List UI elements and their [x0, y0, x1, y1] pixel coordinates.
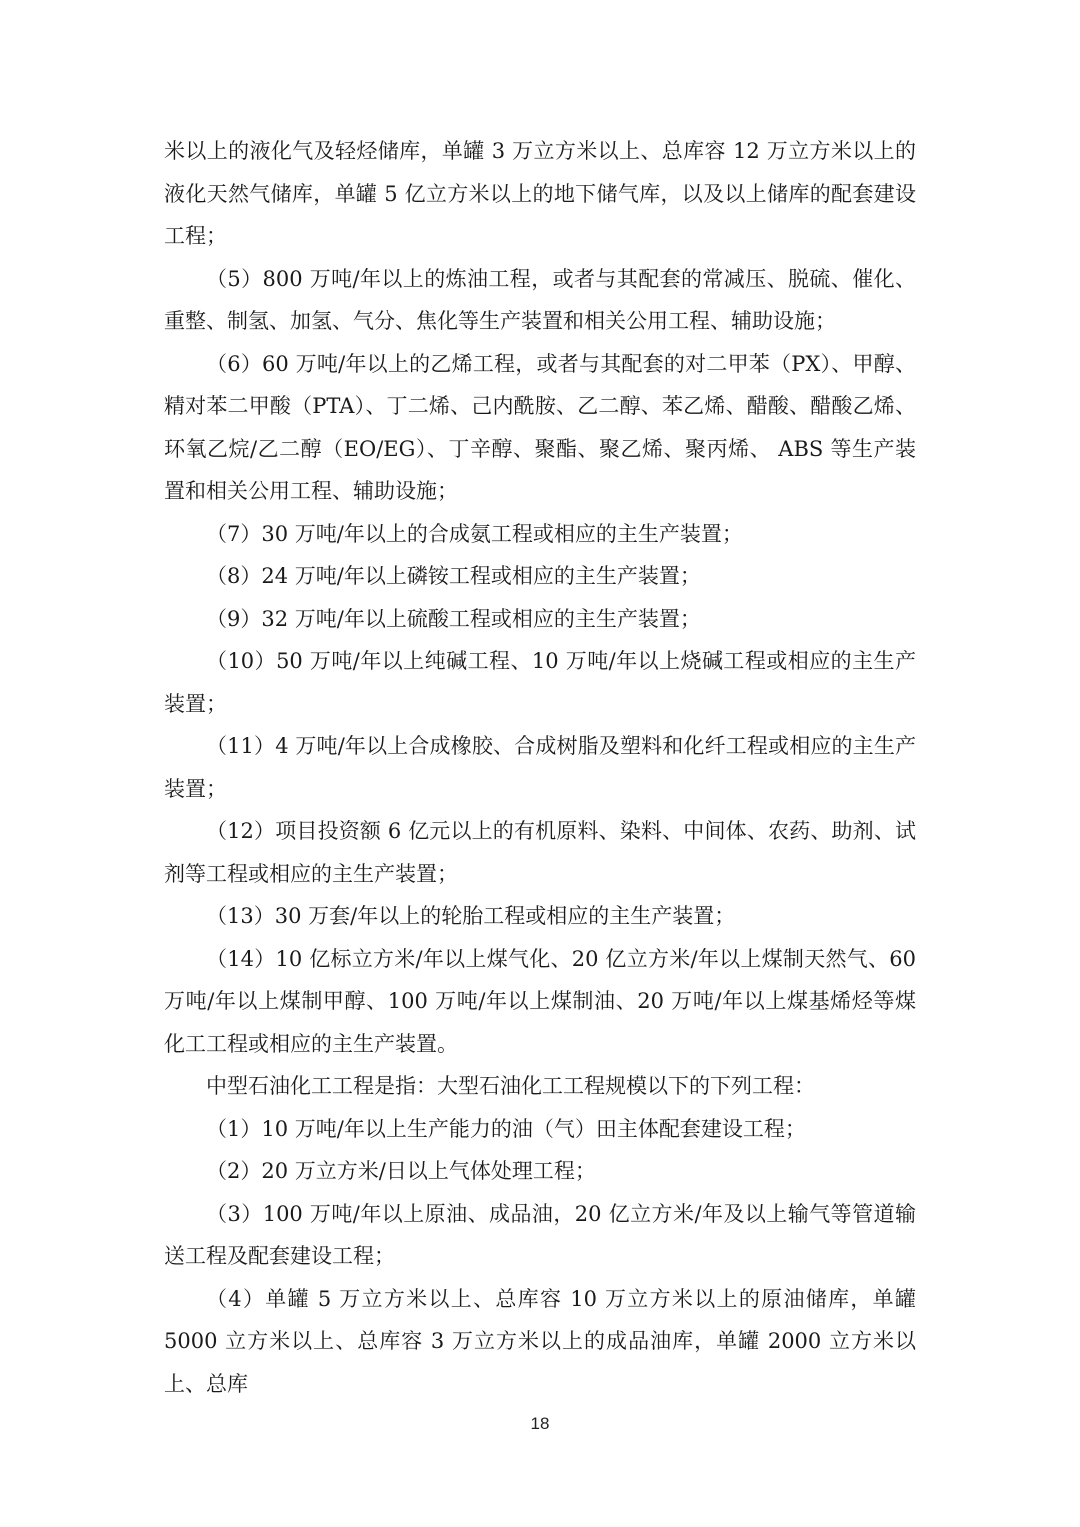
paragraph: （11）4 万吨/年以上合成橡胶、合成树脂及塑料和化纤工程或相应的主生产装置； — [164, 734, 916, 801]
paragraph: （12）项目投资额 6 亿元以上的有机原料、染料、中间体、农药、助剂、试剂等工程或相应的主生产装置； — [164, 819, 916, 886]
paragraph: （3）100 万吨/年以上原油、成品油，20 亿立方米/年及以上输气等管道输送工程及配套建设工程； — [164, 1201, 916, 1268]
paragraph: （1）10 万吨/年以上生产能力的油（气）田主体配套建设工程； — [206, 1116, 806, 1141]
page-number: 18 — [530, 1414, 550, 1433]
paragraph: 米以上的液化气及轻烃储库，单罐 3 万立方米以上、总库容 12 万立方米以上的液化天然气储库，单罐 5 亿立方米以上的地下储气库，以及以上储库的配套建设工程； — [164, 139, 916, 248]
paragraph: （10）50 万吨/年以上纯碱工程、10 万吨/年以上烧碱工程或相应的主生产装置； — [164, 649, 916, 716]
paragraph: （8）24 万吨/年以上磷铵工程或相应的主生产装置； — [206, 564, 701, 588]
paragraph: （2）20 万立方米/日以上气体处理工程； — [206, 1159, 596, 1183]
paragraph: （4）单罐 5 万立方米以上、总库容 10 万立方米以上的原油储库，单罐 5000 立方米以上、总库容 3 万立方米以上的成品油库，单罐 2000 立方米以上、总库 — [164, 1286, 916, 1396]
paragraph: （14）10 亿标立方米/年以上煤气化、20 亿立方米/年以上煤制天然气、60 万吨/年以上煤制甲醇、100 万吨/年以上煤制油、20 万吨/年以上煤基烯烃等煤化工工程或相应的主生产装置。 — [164, 946, 916, 1056]
paragraph: （6）60 万吨/年以上的乙烯工程，或者与其配套的对二甲苯（PX）、甲醇、精对苯二甲酸（PTA）、丁二烯、己内酰胺、乙二醇、苯乙烯、醋酸、醋酸乙烯、环氧乙烷/乙二醇（EO/EG）、丁辛醇、聚酯、聚乙烯、聚丙烯、 ABS 等生产装置和相关公用工程、辅助设施； — [164, 351, 916, 503]
paragraph: （9）32 万吨/年以上硫酸工程或相应的主生产装置； — [206, 606, 701, 631]
paragraph: 中型石油化工工程是指：大型石油化工工程规模以下的下列工程： — [206, 1074, 815, 1098]
paragraph: （5）800 万吨/年以上的炼油工程，或者与其配套的常减压、脱硫、催化、重整、制氢、加氢、气分、焦化等生产装置和相关公用工程、辅助设施； — [164, 266, 916, 333]
paragraph: （7）30 万吨/年以上的合成氨工程或相应的主生产装置； — [206, 521, 743, 546]
page-body — [164, 130, 916, 1405]
paragraph: （13）30 万套/年以上的轮胎工程或相应的主生产装置； — [206, 904, 736, 928]
